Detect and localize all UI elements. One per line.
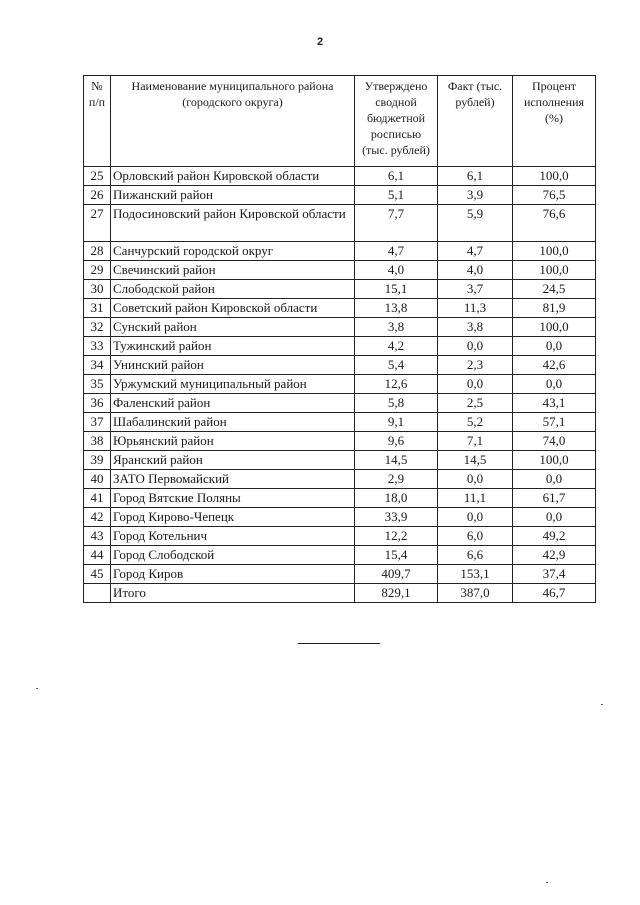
row-number: 28: [84, 242, 111, 261]
row-fact: 153,1: [438, 565, 513, 584]
scan-speck: [546, 882, 548, 883]
table-row: [84, 186, 596, 205]
table-row: [84, 261, 596, 280]
row-percent: 49,2: [513, 527, 596, 546]
row-number: 37: [84, 413, 111, 432]
table-row: [84, 394, 596, 413]
row-number: 31: [84, 299, 111, 318]
row-number: 43: [84, 527, 111, 546]
row-name: Унинский район: [111, 356, 355, 375]
row-number: 38: [84, 432, 111, 451]
table-row: [84, 280, 596, 299]
row-approved: 409,7: [355, 565, 438, 584]
row-approved: 9,6: [355, 432, 438, 451]
row-fact: 11,1: [438, 489, 513, 508]
row-approved: 4,0: [355, 261, 438, 280]
row-name: Город Котельнич: [111, 527, 355, 546]
row-number: 45: [84, 565, 111, 584]
table-row: [84, 527, 596, 546]
table-row: [84, 470, 596, 489]
row-fact: 0,0: [438, 470, 513, 489]
row-approved: 33,9: [355, 508, 438, 527]
row-number: 35: [84, 375, 111, 394]
row-percent: 100,0: [513, 451, 596, 470]
total-percent: 46,7: [513, 584, 596, 603]
row-name: Город Киров: [111, 565, 355, 584]
row-approved: 13,8: [355, 299, 438, 318]
table-row: [84, 432, 596, 451]
header-percent: Процент исполнения (%): [513, 76, 596, 167]
row-approved: 2,9: [355, 470, 438, 489]
row-number: 26: [84, 186, 111, 205]
header-fact: Факт (тыс. рублей): [438, 76, 513, 167]
row-fact: 4,7: [438, 242, 513, 261]
row-fact: 7,1: [438, 432, 513, 451]
row-name: Шабалинский район: [111, 413, 355, 432]
row-fact: 3,9: [438, 186, 513, 205]
row-percent: 43,1: [513, 394, 596, 413]
row-percent: 37,4: [513, 565, 596, 584]
row-approved: 7,7: [355, 205, 438, 242]
row-name: Уржумский муниципальный район: [111, 375, 355, 394]
table-header-row: [84, 76, 596, 167]
row-approved: 9,1: [355, 413, 438, 432]
table-row: [84, 167, 596, 186]
row-percent: 100,0: [513, 318, 596, 337]
total-name: Итого: [111, 584, 355, 603]
row-number: 34: [84, 356, 111, 375]
row-fact: 5,9: [438, 205, 513, 242]
header-name: Наименование муниципального района (городского округа): [111, 76, 355, 167]
row-percent: 76,5: [513, 186, 596, 205]
row-approved: 5,8: [355, 394, 438, 413]
row-fact: 6,6: [438, 546, 513, 565]
row-fact: 0,0: [438, 508, 513, 527]
row-fact: 0,0: [438, 337, 513, 356]
table-row: [84, 299, 596, 318]
scan-speck: [36, 688, 38, 689]
row-name: Свечинский район: [111, 261, 355, 280]
row-name: Слободской район: [111, 280, 355, 299]
scan-speck: [601, 704, 603, 705]
total-num: [84, 584, 111, 603]
row-name: Город Слободской: [111, 546, 355, 565]
row-number: 40: [84, 470, 111, 489]
row-fact: 2,5: [438, 394, 513, 413]
row-fact: 3,7: [438, 280, 513, 299]
row-approved: 12,2: [355, 527, 438, 546]
row-percent: 76,6: [513, 205, 596, 242]
row-name: Советский район Кировской области: [111, 299, 355, 318]
row-name: Орловский район Кировской области: [111, 167, 355, 186]
table-row: [84, 565, 596, 584]
row-name: Город Вятские Поляны: [111, 489, 355, 508]
row-approved: 12,6: [355, 375, 438, 394]
row-fact: 6,1: [438, 167, 513, 186]
row-number: 33: [84, 337, 111, 356]
table-row: [84, 375, 596, 394]
row-approved: 14,5: [355, 451, 438, 470]
page-number: 2: [316, 36, 324, 48]
row-name: Тужинский район: [111, 337, 355, 356]
row-approved: 15,4: [355, 546, 438, 565]
row-number: 32: [84, 318, 111, 337]
row-percent: 57,1: [513, 413, 596, 432]
row-percent: 100,0: [513, 242, 596, 261]
table-row: [84, 318, 596, 337]
row-fact: 3,8: [438, 318, 513, 337]
row-percent: 0,0: [513, 337, 596, 356]
row-fact: 0,0: [438, 375, 513, 394]
row-percent: 0,0: [513, 470, 596, 489]
row-name: Пижанский район: [111, 186, 355, 205]
row-number: 41: [84, 489, 111, 508]
row-percent: 100,0: [513, 167, 596, 186]
row-approved: 5,1: [355, 186, 438, 205]
row-approved: 3,8: [355, 318, 438, 337]
total-fact: 387,0: [438, 584, 513, 603]
row-percent: 42,6: [513, 356, 596, 375]
table-row: [84, 508, 596, 527]
table-body: [84, 167, 596, 603]
row-percent: 74,0: [513, 432, 596, 451]
row-number: 44: [84, 546, 111, 565]
row-approved: 4,2: [355, 337, 438, 356]
row-approved: 18,0: [355, 489, 438, 508]
row-number: 42: [84, 508, 111, 527]
row-number: 39: [84, 451, 111, 470]
row-number: 36: [84, 394, 111, 413]
row-approved: 15,1: [355, 280, 438, 299]
row-percent: 81,9: [513, 299, 596, 318]
row-fact: 4,0: [438, 261, 513, 280]
table-row: [84, 337, 596, 356]
table-row: [84, 413, 596, 432]
table-row: [84, 242, 596, 261]
total-approved: 829,1: [355, 584, 438, 603]
budget-execution-table: [83, 75, 596, 603]
table-row: [84, 356, 596, 375]
separator-line: [298, 643, 380, 644]
row-name: Сунский район: [111, 318, 355, 337]
row-name: Яранский район: [111, 451, 355, 470]
header-approved: Утверждено сводной бюджетной росписью (тыс. рублей): [355, 76, 438, 167]
row-fact: 6,0: [438, 527, 513, 546]
row-approved: 6,1: [355, 167, 438, 186]
row-name: Город Кирово-Чепецк: [111, 508, 355, 527]
row-name: Юрьянский район: [111, 432, 355, 451]
row-percent: 42,9: [513, 546, 596, 565]
row-approved: 5,4: [355, 356, 438, 375]
row-fact: 5,2: [438, 413, 513, 432]
row-fact: 2,3: [438, 356, 513, 375]
row-number: 29: [84, 261, 111, 280]
table-row: [84, 546, 596, 565]
row-percent: 0,0: [513, 508, 596, 527]
row-fact: 11,3: [438, 299, 513, 318]
row-name: ЗАТО Первомайский: [111, 470, 355, 489]
row-approved: 4,7: [355, 242, 438, 261]
row-number: 25: [84, 167, 111, 186]
table-row: [84, 205, 596, 242]
row-percent: 61,7: [513, 489, 596, 508]
row-number: 27: [84, 205, 111, 242]
row-name: Фаленский район: [111, 394, 355, 413]
table-row: [84, 489, 596, 508]
row-name: Подосиновский район Кировской области: [111, 205, 355, 242]
row-percent: 0,0: [513, 375, 596, 394]
table-row: [84, 451, 596, 470]
row-fact: 14,5: [438, 451, 513, 470]
total-row: [84, 584, 596, 603]
header-num: № п/п: [84, 76, 111, 167]
row-percent: 24,5: [513, 280, 596, 299]
row-number: 30: [84, 280, 111, 299]
row-name: Санчурский городской округ: [111, 242, 355, 261]
row-percent: 100,0: [513, 261, 596, 280]
